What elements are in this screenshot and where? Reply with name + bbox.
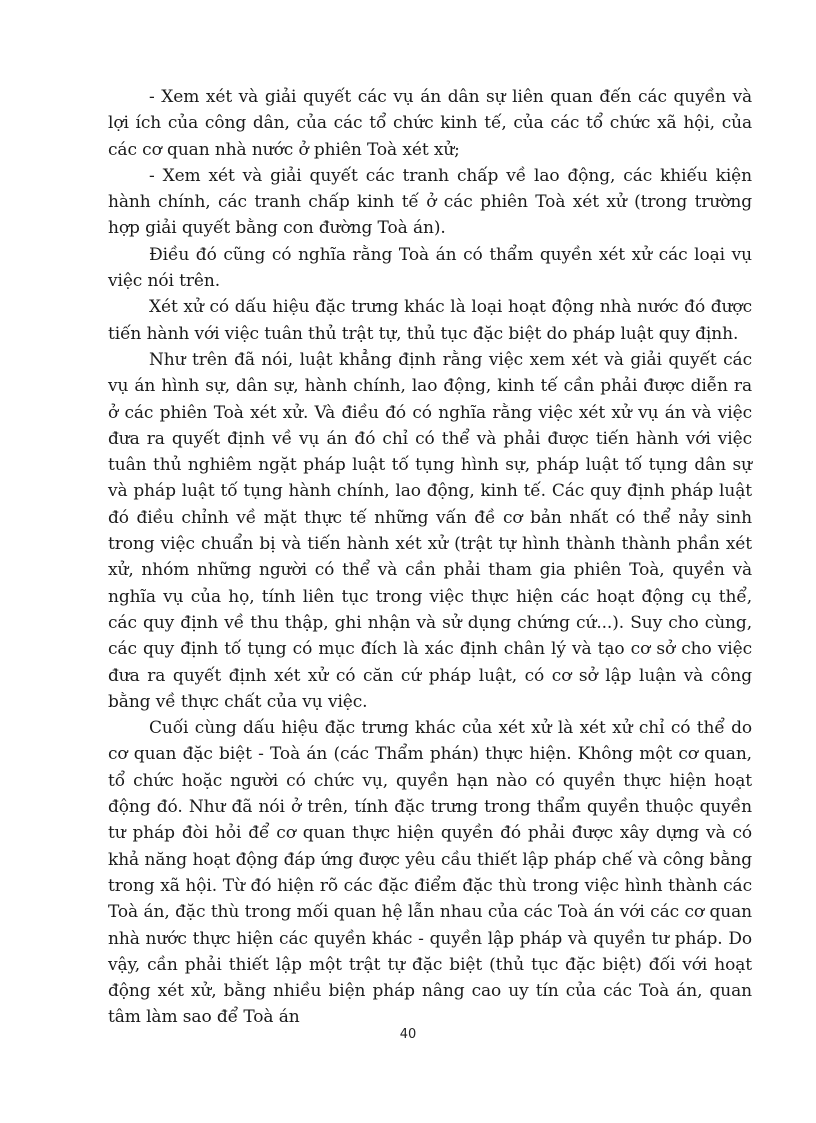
paragraph-civil-cases: - Xem xét và giải quyết các vụ án dân sự liên quan đến các quyền và lợi ích của công dân, của các tổ chức kinh tế, của các tổ chức xã hội, của các cơ quan nhà nước ở phiên Toà xét xử; xyxy=(108,87,752,160)
paragraph-labor-disputes: - Xem xét và giải quyết các tranh chấp về lao động, các khiếu kiện hành chính, các tranh chấp kinh tế ở các phiên Toà xét xử (trong trường hợp giải quyết bằng con đường Toà án). xyxy=(108,165,752,239)
paragraph-procedural-law: Như trên đã nói, luật khẳng định rằng việc xem xét và giải quyết các vụ án hình sự, dân sự, hành chính, lao động, kinh tế cần phải được diễn ra ở các phiên Toà xét xử. Và điều đó có nghĩa rằng việc xét xử vụ án và việc đưa ra quyết định về vụ án đó chỉ có thể và phải được tiến hành với việc tuân thủ nghiêm ngặt pháp luật tố tụng hình sự, pháp luật tố tụng dân sự và pháp luật tố tụng hành chính, lao động, kinh tế. Các quy định pháp luật đó điều chỉnh về mặt thực tế những vấn đề cơ bản nhất có thể nảy sinh trong việc chuẩn bị và tiến hành xét xử (trật tự hình thành thành phần xét xử, nhóm những người có thể và cần phải tham gia phiên Toà, quyền và nghĩa vụ của họ, tính liên tục trong việc thực hiện các hoạt động cụ thể, các quy định về thu thập, ghi nhận và sử dụng chứng cứ...). Suy cho cùng, các quy định tố tụng có mục đích là xác định chân lý và tạo cơ sở cho việc đưa ra quyết định xét xử có căn cứ pháp luật, có cơ sở lập luận và công bằng về thực chất của vụ việc. xyxy=(108,349,752,712)
page-number: 40 xyxy=(399,1027,417,1042)
paragraph-special-body: Cuối cùng dấu hiệu đặc trưng khác của xét xử là xét xử chỉ có thể do cơ quan đặc biệt - Toà án (các Thẩm phán) thực hiện. Không một cơ quan, tổ chức hoặc người có chức vụ, quyền hạn nào có quyền thực hiện hoạt động đó. Như đã nói ở trên, tính đặc trưng trong thẩm quyền thuộc quyền tư pháp đòi hỏi để cơ quan thực hiện quyền đó phải được xây dựng và có khả năng hoạt động đáp ứng được yêu cầu thiết lập pháp chế và công bằng trong xã hội. Từ đó hiện rõ các đặc điểm đặc thù trong việc hình thành các Toà án, đặc thù trong mối quan hệ lẫn nhau của các Toà án với các cơ quan nhà nước thực hiện các quyền khác - quyền lập pháp và quyền tư pháp. Do vậy, cần phải thiết lập một trật tự đặc biệt (thủ tục đặc biệt) đối với hoạt động xét xử, bằng nhiều biện pháp nâng cao uy tín của các Toà án, quan tâm làm sao để Toà án xyxy=(108,718,752,1028)
paragraph-court-jurisdiction: Điều đó cũng có nghĩa rằng Toà án có thẩm quyền xét xử các loại vụ việc nói trên. xyxy=(108,244,752,292)
paragraph-procedure-feature: Xét xử có dấu hiệu đặc trưng khác là loại hoạt động nhà nước đó được tiến hành với việc tuân thủ trật tự, thủ tục đặc biệt do pháp luật quy định. xyxy=(108,297,752,344)
page-body xyxy=(108,84,752,1031)
